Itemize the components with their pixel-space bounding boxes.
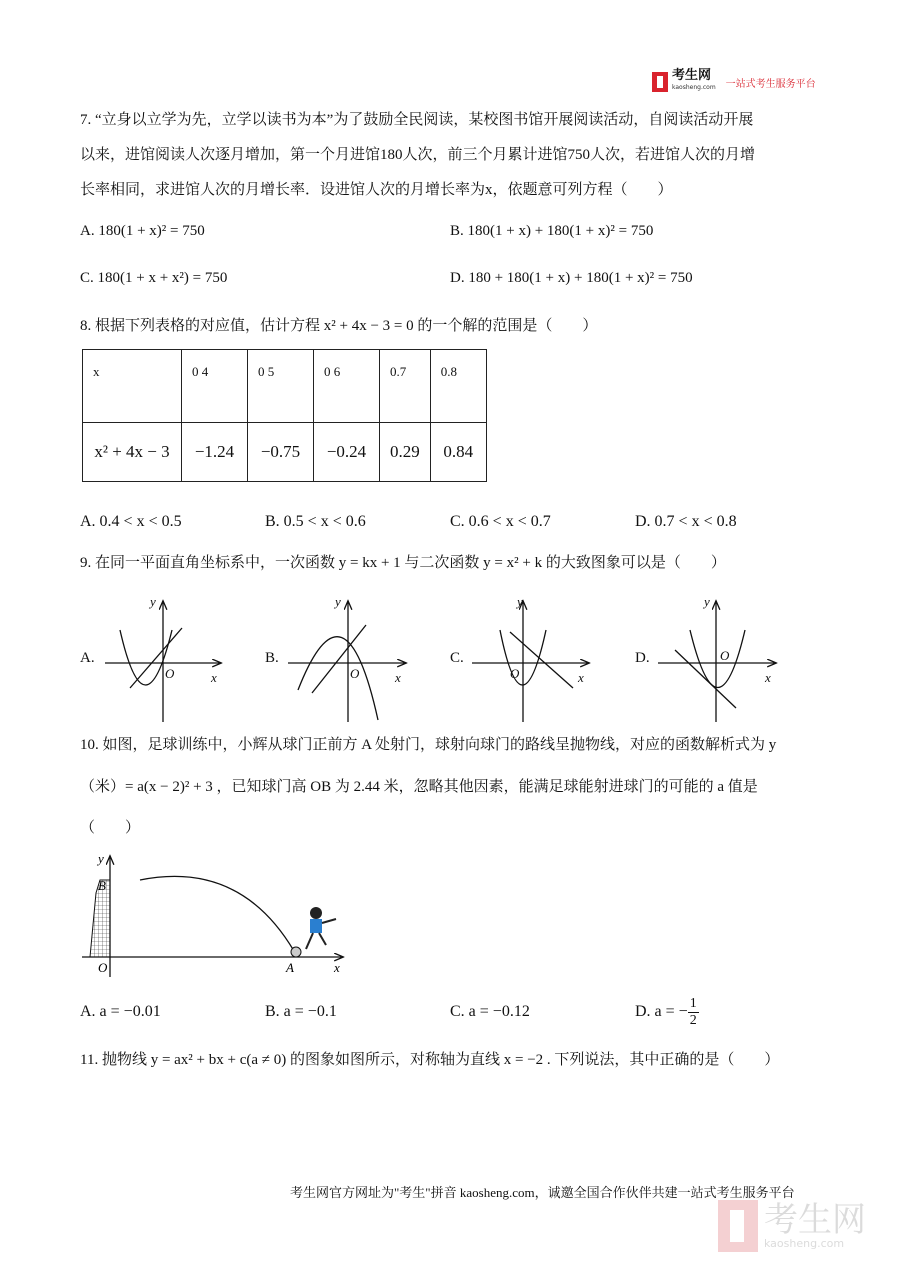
table-row [83,423,487,482]
watermark-logo-icon [718,1200,758,1252]
watermark-name: 考生网 [764,1200,866,1240]
axis-label-y: y [335,594,341,609]
axis-label-y: y [517,594,523,609]
table-row [83,350,487,423]
q7-line-3: 长率相同，求进馆人次的月增长率．设进馆人次的月增长率为x，依题意可列方程（ ） [80,182,673,198]
fraction-numerator: 1 [689,996,697,1011]
q7-line-2: 以来，进馆阅读人次逐月增加，第一个月进馆180人次，前三个月累计进馆750人次，若进馆人次的月增 [80,147,756,163]
player-icon [306,907,336,949]
q8-value-table [82,349,487,482]
q7-option-b: B. 180(1 + x) + 180(1 + x)² = 750 [450,223,654,239]
point-b-label: B [98,878,106,893]
q7-option-a: A. 180(1 + x)² = 750 [80,223,205,239]
table-cell: x² + 4x − 3 [83,423,182,482]
q10-line-3: （ ） [80,820,141,836]
q10-option-a: A. a = −0.01 [80,1003,161,1020]
table-cell: 0 6 [314,350,380,423]
axis-label-y: y [704,594,710,609]
watermark-domain: kaosheng.com [764,1237,845,1250]
graph-a [105,602,220,722]
table-cell: 0.29 [380,423,431,482]
table-cell: 0 4 [182,350,248,423]
graph-d [658,602,775,722]
table-cell: 0 5 [248,350,314,423]
origin-label: O [350,666,360,681]
q7-option-c: C. 180(1 + x + x²) = 750 [80,270,228,286]
table-cell: −0.75 [248,423,314,482]
fraction [688,996,699,1029]
logo-mark-icon [652,72,668,92]
graph-c [472,602,588,722]
q10-figure [70,845,360,985]
fraction-denominator: 2 [689,1013,697,1028]
axis-label-x: x [395,670,401,685]
origin-label: O [720,648,730,663]
q10-option-d [635,996,699,1029]
q9-option-c-label: C. [450,650,464,666]
q10-line-1: 10. 如图，足球训练中，小辉从球门正前方 A 处射门，球射向球门的路线呈抛物线，对应的函数解析式为 y [80,737,777,753]
table-cell: −1.24 [182,423,248,482]
axis-label-x: x [578,670,584,685]
axis-label-x: x [334,960,340,975]
logo-name: 考生网 [672,68,712,83]
table-cell: −0.24 [314,423,380,482]
q9-stem: 9. 在同一平面直角坐标系中，一次函数 y = kx + 1 与二次函数 y = x² + k 的大致图象可以是（ ） [80,555,726,571]
logo-domain: kaosheng.com [672,84,716,91]
table-cell: 0.7 [380,350,431,423]
ball-trajectory [140,876,294,951]
table-cell: 0.84 [430,423,486,482]
q7-option-d: D. 180 + 180(1 + x) + 180(1 + x)² = 750 [450,270,693,286]
table-cell: 0.8 [430,350,486,423]
axis-label-y: y [98,851,104,866]
origin-label: O [165,666,175,681]
q8-stem: 8. 根据下列表格的对应值，估计方程 x² + 4x − 3 = 0 的一个解的范围是（ ） [80,318,598,334]
q7-line-1: 7. “立身以立学为先，立学以读书为本”为了鼓励全民阅读，某校图书馆开展阅读活动，自阅读活动开展 [80,112,754,128]
origin-label: O [98,960,108,975]
ball-icon [291,947,301,957]
kaosheng-logo [652,70,816,94]
watermark [718,1200,866,1252]
q9-graphs [0,590,900,730]
page-footer: 考生网官方网址为"考生"拼音 kaosheng.com，诚邀全国合作伙伴共建一站式考生服务平台 [290,1185,795,1200]
table-cell: x [83,350,182,423]
axis-label-x: x [765,670,771,685]
axis-label-x: x [211,670,217,685]
q9-option-a-label: A. [80,650,95,666]
q8-option-d: D. 0.7 < x < 0.8 [635,513,737,530]
option-d-prefix: D. a = − [635,1003,688,1021]
q9-option-d-label: D. [635,650,650,666]
graph-b [288,602,405,722]
q10-option-c: C. a = −0.12 [450,1003,530,1020]
q8-option-a: A. 0.4 < x < 0.5 [80,513,182,530]
q8-option-b: B. 0.5 < x < 0.6 [265,513,366,530]
q10-line-2: （米）= a(x − 2)² + 3 ，已知球门高 OB 为 2.44 米，忽略其他因素，能满足球能射进球门的可能的 a 值是 [80,779,758,795]
origin-label: O [510,666,520,681]
q9-option-b-label: B. [265,650,279,666]
q11-stem: 11. 抛物线 y = ax² + bx + c(a ≠ 0) 的图象如图所示，对称轴为直线 x = −2 . 下列说法，其中正确的是（ ） [80,1052,780,1068]
logo-slogan: 一站式考生服务平台 [725,78,816,90]
q8-option-c: C. 0.6 < x < 0.7 [450,513,551,530]
point-a-label: A [286,960,294,975]
axis-label-y: y [150,594,156,609]
q10-option-b: B. a = −0.1 [265,1003,337,1020]
